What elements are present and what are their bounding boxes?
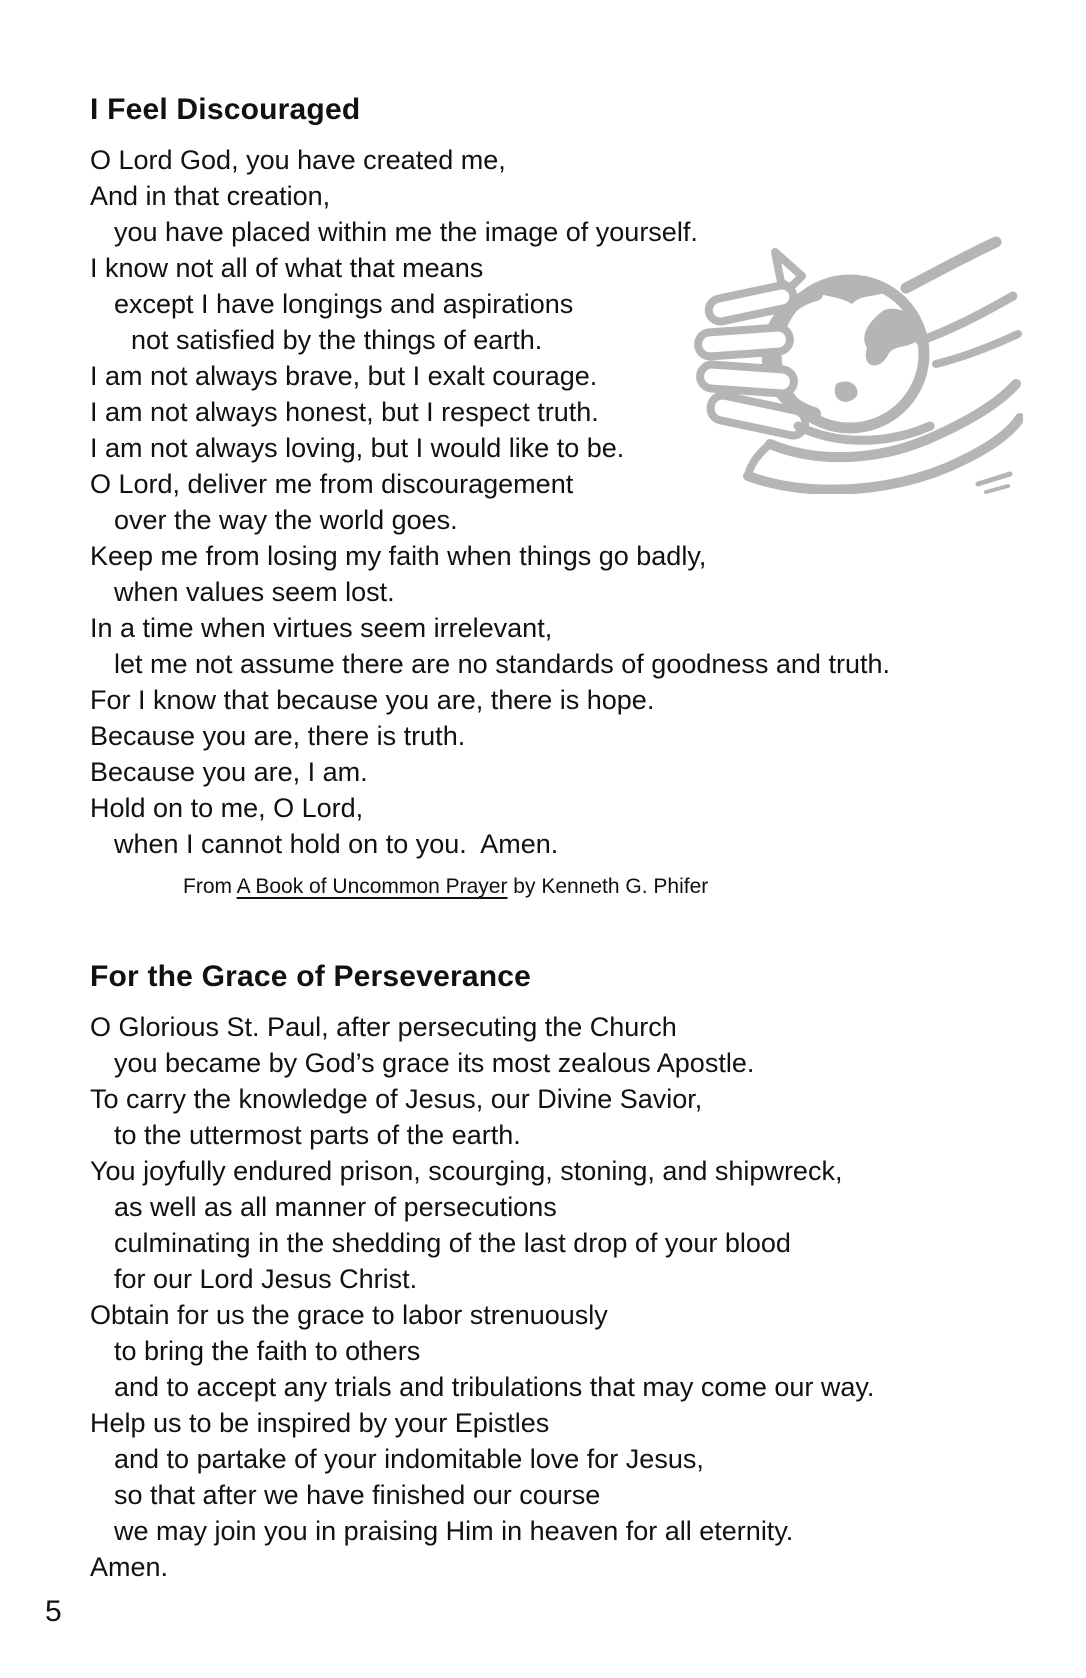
prayer-line: Help us to be inspired by your Epistles xyxy=(90,1408,550,1438)
prayer-line: over the way the world goes. xyxy=(114,505,458,535)
hands-holding-globe-illustration xyxy=(678,236,1023,494)
prayer-line: to bring the faith to others xyxy=(114,1336,421,1366)
prayer-line: to the uttermost parts of the earth. xyxy=(114,1120,521,1150)
page-number: 5 xyxy=(45,1595,62,1628)
prayer-line: for our Lord Jesus Christ. xyxy=(114,1264,418,1294)
attribution xyxy=(183,874,1050,900)
prayer-line: I am not always brave, but I exalt courage. xyxy=(90,361,598,391)
prayer-line: I am not always loving, but I would like to be. xyxy=(90,433,625,463)
prayer-line: except I have longings and aspirations xyxy=(114,289,574,319)
prayer-line: Obtain for us the grace to labor strenuously xyxy=(90,1300,608,1330)
prayer-line: and to accept any trials and tribulations that may come our way. xyxy=(114,1372,875,1402)
prayer-line: culminating in the shedding of the last drop of your blood xyxy=(114,1228,791,1258)
prayer-line: For I know that because you are, there is hope. xyxy=(90,685,655,715)
prayer-line: Because you are, I am. xyxy=(90,757,368,787)
prayer-section-i-feel-discouraged xyxy=(90,95,1050,900)
prayer-line: let me not assume there are no standards of goodness and truth. xyxy=(114,649,890,679)
prayer-line: And in that creation, xyxy=(90,181,331,211)
prayer-line: O Glorious St. Paul, after persecuting the Church xyxy=(90,1012,677,1042)
prayer-line: and to partake of your indomitable love for Jesus, xyxy=(114,1444,704,1474)
prayer-line: You joyfully endured prison, scourging, stoning, and shipwreck, xyxy=(90,1156,843,1186)
prayer-line: In a time when virtues seem irrelevant, xyxy=(90,613,553,643)
prayer-line: when values seem lost. xyxy=(114,577,395,607)
prayer-line: I am not always honest, but I respect truth. xyxy=(90,397,599,427)
prayer-line: O Lord, deliver me from discouragement xyxy=(90,469,574,499)
prayer-section-grace-of-perseverance xyxy=(90,962,1050,1585)
left-hand-graphic xyxy=(697,252,807,438)
attribution-prefix: From xyxy=(183,875,237,898)
prayer-line: so that after we have finished our course xyxy=(114,1480,601,1510)
attribution-author: by Kenneth G. Phifer xyxy=(507,875,709,898)
prayer-line: Amen. xyxy=(90,1552,169,1582)
prayer-line: as well as all manner of persecutions xyxy=(114,1192,557,1222)
prayer-line: Keep me from losing my faith when things go badly, xyxy=(90,541,707,571)
prayer-title: I Feel Discouraged xyxy=(90,93,361,126)
prayer-line: you became by God’s grace its most zealous Apostle. xyxy=(114,1048,755,1078)
prayer-line: when I cannot hold on to you. Amen. xyxy=(114,829,559,859)
prayer-line: Because you are, there is truth. xyxy=(90,721,466,751)
prayer-line: I know not all of what that means xyxy=(90,253,484,283)
prayer-line: we may join you in praising Him in heaven for all eternity. xyxy=(114,1516,794,1546)
attribution-book-title: A Book of Uncommon Prayer xyxy=(236,875,508,898)
prayer-line: O Lord God, you have created me, xyxy=(90,145,506,175)
prayer-title: For the Grace of Perseverance xyxy=(90,960,532,993)
prayer-line: Hold on to me, O Lord, xyxy=(90,793,364,823)
prayer-line: To carry the knowledge of Jesus, our Divine Savior, xyxy=(90,1084,703,1114)
prayer-line: you have placed within me the image of yourself. xyxy=(114,217,698,247)
prayer-body xyxy=(90,1009,1050,1585)
prayer-line: not satisfied by the things of earth. xyxy=(131,325,543,355)
